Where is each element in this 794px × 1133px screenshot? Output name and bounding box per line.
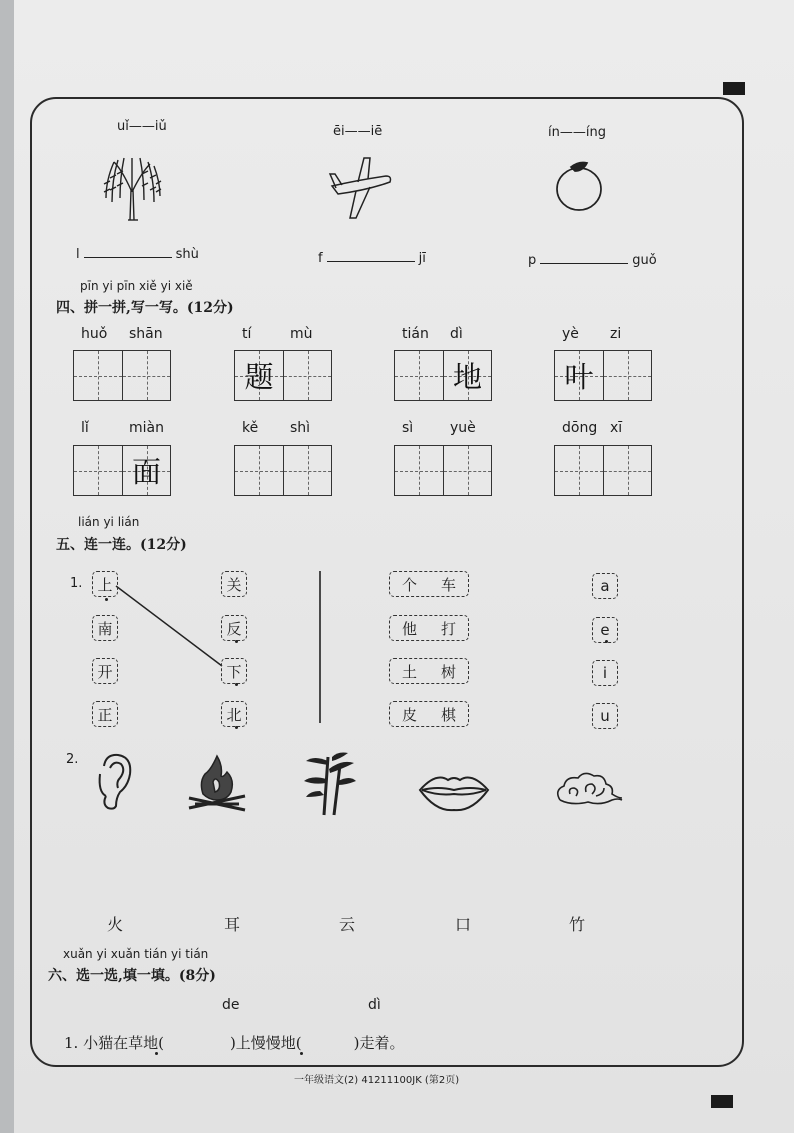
grid-cell[interactable] xyxy=(122,351,170,400)
word-char: 打 xyxy=(440,619,456,638)
section6-title: 六、选一选,填一填。(8分) xyxy=(48,968,216,984)
grid-cell[interactable] xyxy=(443,351,491,400)
rhyme-pair-2: ēi——iē xyxy=(333,124,383,139)
char-box-middle[interactable]: 关 xyxy=(221,571,247,597)
word-box[interactable] xyxy=(389,571,469,597)
mouth-icon xyxy=(418,770,490,812)
grid-cell[interactable] xyxy=(283,351,331,400)
word-pinyin-2: xī xyxy=(610,420,623,436)
word-pinyin-1: lǐ xyxy=(81,420,89,436)
word-pinyin-2: zi xyxy=(610,326,622,342)
char-box-middle[interactable]: 下 xyxy=(221,658,247,684)
grid-character xyxy=(604,446,651,495)
sentence-part-b: )上慢慢地( xyxy=(229,1034,302,1052)
word-box[interactable] xyxy=(389,701,469,727)
grid-cell[interactable] xyxy=(235,446,283,495)
blank-suffix: guǒ xyxy=(632,253,657,268)
grid-cell[interactable] xyxy=(443,446,491,495)
word-box[interactable] xyxy=(389,658,469,684)
word-pinyin-2: miàn xyxy=(129,420,164,436)
blank-prefix: f xyxy=(318,251,323,266)
word-char: 土 xyxy=(401,662,417,681)
word-pinyin-2: yuè xyxy=(450,420,476,436)
word-pinyin-1: tí xyxy=(242,326,252,342)
word-pinyin-2: shì xyxy=(290,420,311,436)
fire-icon xyxy=(185,752,249,814)
section5-pinyin: lián yi lián xyxy=(78,515,140,529)
emphasis-dot xyxy=(235,683,238,686)
word-char: 皮 xyxy=(401,705,417,724)
grid-character xyxy=(395,351,443,400)
ear-icon xyxy=(94,752,134,812)
question-1-number: 1. xyxy=(70,576,83,591)
question-2-number: 2. xyxy=(66,752,79,767)
blank-suffix: jī xyxy=(418,251,426,266)
char-box-left[interactable]: 南 xyxy=(92,615,118,641)
word-char: 他 xyxy=(401,619,417,638)
grid-character xyxy=(395,446,443,495)
grid-cell[interactable] xyxy=(555,446,603,495)
match-word[interactable]: 口 xyxy=(455,915,472,934)
grid-cell[interactable] xyxy=(74,446,122,495)
word-box[interactable] xyxy=(389,615,469,641)
grid-cell[interactable] xyxy=(603,446,651,495)
blank-prefix: p xyxy=(528,253,537,268)
grid-cell[interactable] xyxy=(74,351,122,400)
grid-cell[interactable] xyxy=(283,446,331,495)
blank-prefix: l xyxy=(76,247,80,262)
section4-title: 四、拼一拼,写一写。(12分) xyxy=(56,300,234,316)
word-pinyin-2: mù xyxy=(290,326,313,342)
grid-cell[interactable] xyxy=(555,351,603,400)
section5-title: 五、连一连。(12分) xyxy=(56,537,187,553)
grid-character xyxy=(284,351,331,400)
grid-cell[interactable] xyxy=(235,351,283,400)
match-word[interactable]: 云 xyxy=(339,915,356,934)
grid-character: 题 xyxy=(244,360,274,394)
word-pinyin-1: sì xyxy=(402,420,414,436)
grid-character xyxy=(123,351,170,400)
grid-character: 地 xyxy=(452,360,482,394)
sentence-1 xyxy=(64,1032,405,1053)
rhyme-pair-3: ín——íng xyxy=(548,125,606,140)
letter-box[interactable]: e xyxy=(592,617,618,643)
grid-cell[interactable] xyxy=(395,351,443,400)
grid-character xyxy=(235,446,283,495)
grid-character xyxy=(74,351,122,400)
word-char: 树 xyxy=(440,662,456,681)
word-pinyin-1: huǒ xyxy=(81,326,108,342)
rhyme-pair-1: uǐ——iǔ xyxy=(117,119,167,134)
grid-character xyxy=(555,446,603,495)
cloud-icon xyxy=(552,770,624,812)
word-pinyin-1: tián xyxy=(402,326,429,342)
grid-cell[interactable] xyxy=(122,446,170,495)
char-box-middle[interactable]: 反 xyxy=(221,615,247,641)
word-char: 车 xyxy=(440,575,456,594)
emphasis-dot xyxy=(105,598,108,601)
word-char: 棋 xyxy=(440,705,456,724)
section6-pinyin: xuǎn yi xuǎn tián yi tián xyxy=(63,947,209,961)
word-pinyin-2: shān xyxy=(129,326,163,342)
option-de: de xyxy=(222,997,240,1013)
emphasis-dot xyxy=(605,640,608,643)
char-box-left[interactable]: 上 xyxy=(92,571,118,597)
blank-suffix: shù xyxy=(175,247,199,262)
word-pinyin-1: kě xyxy=(242,420,259,436)
emphasis-dot xyxy=(235,726,238,729)
grid-character: 叶 xyxy=(564,360,594,394)
letter-box[interactable]: u xyxy=(592,703,618,729)
emphasis-dot xyxy=(155,1052,158,1055)
match-word[interactable]: 耳 xyxy=(224,915,241,934)
letter-box[interactable]: a xyxy=(592,573,618,599)
grid-cell[interactable] xyxy=(603,351,651,400)
word-pinyin-2: dì xyxy=(450,326,463,342)
grid-character xyxy=(284,446,331,495)
char-box-middle[interactable]: 北 xyxy=(221,701,247,727)
emphasis-dot xyxy=(300,1052,303,1055)
match-word[interactable]: 火 xyxy=(107,915,124,934)
letter-box[interactable]: i xyxy=(592,660,618,686)
grid-cell[interactable] xyxy=(395,446,443,495)
char-box-left[interactable]: 正 xyxy=(92,701,118,727)
grid-character xyxy=(604,351,651,400)
word-char: 个 xyxy=(401,575,417,594)
page-footer: 一年级语文(2) 41211100JK (第2页) xyxy=(294,1075,460,1086)
bamboo-icon xyxy=(302,751,358,817)
grid-character xyxy=(74,446,122,495)
word-pinyin-1: dōng xyxy=(562,420,598,436)
option-di: dì xyxy=(368,997,381,1013)
section4-pinyin: pīn yi pīn xiě yi xiě xyxy=(80,279,193,293)
word-pinyin-1: yè xyxy=(562,326,579,342)
sentence-part-a: 1. 小猫在草地( xyxy=(64,1034,164,1052)
char-box-left[interactable]: 开 xyxy=(92,658,118,684)
sentence-part-c: )走着。 xyxy=(353,1034,405,1052)
emphasis-dot xyxy=(235,640,238,643)
grid-character xyxy=(444,446,491,495)
match-word[interactable]: 竹 xyxy=(569,915,586,934)
grid-character: 面 xyxy=(131,455,161,489)
